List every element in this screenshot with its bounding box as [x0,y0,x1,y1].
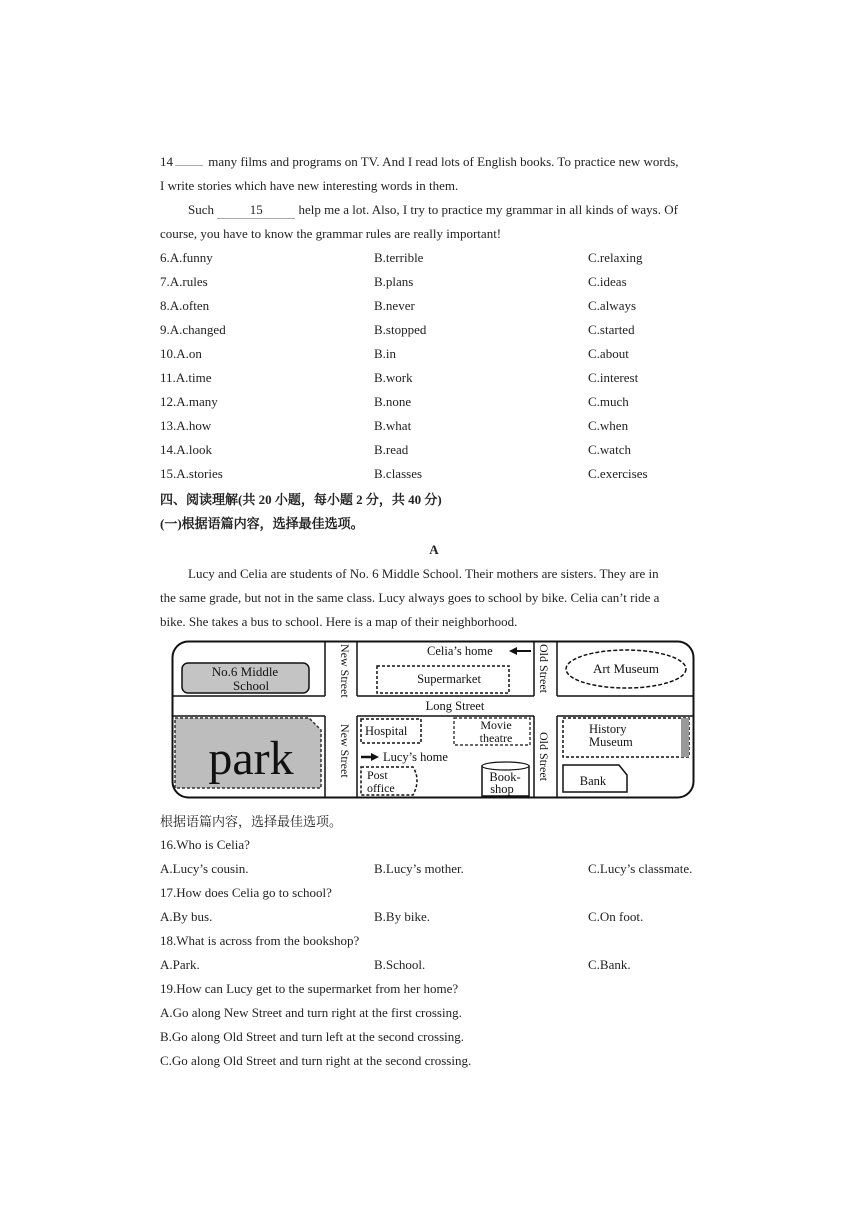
celia-home-label: Celia’s home [427,644,493,658]
passage-line: the same grade, but not in the same class. Lucy always goes to school by bike. Celia can’t ride a [160,590,660,605]
theatre-label: theatre [479,731,513,745]
section-title: 四、阅读理解(共 20 小题，每小题 2 分，共 40 分) [160,492,442,507]
option-b: B.By bike. [374,909,430,924]
art-museum-label: Art Museum [592,661,660,676]
option-a: A.Lucy’s cousin. [160,861,249,876]
office-label: office [367,781,395,795]
long-street-label: Long Street [425,699,485,713]
option-b: B.work [374,370,413,385]
option-b: B.classes [374,466,423,481]
question-19: 19.How can Lucy get to the supermarket from her home? [160,981,459,996]
option-a: 13.A.how [160,418,212,433]
question: 17.How does Celia go to school? [160,885,332,900]
option-b: B.terrible [374,250,424,265]
passage-line: course, you have to know the grammar rules are really important! [160,226,502,241]
new-street-label: New Street [338,724,352,778]
question: 18.What is across from the bookshop? [160,933,360,948]
new-street-label: New Street [338,644,352,698]
passage-text: help me a lot. Also, I try to practice my grammar in all kinds of ways. Of [298,202,678,217]
option-c: C.much [588,394,629,409]
option-a: 14.A.look [160,442,212,457]
supermarket-label: Supermarket [417,672,481,686]
school-label-2: School [232,678,270,693]
option-a: 15.A.stories [160,466,223,481]
option-a: 12.A.many [160,394,218,409]
option-b: B.Lucy’s mother. [374,861,464,876]
old-street-label: Old Street [537,732,551,781]
option-a: 11.A.time [160,370,212,385]
subsection-title: (一)根据语篇内容，选择最佳选项。 [160,516,364,531]
passage-line [160,154,679,170]
option-c: C.ideas [588,274,627,289]
answer-blank: 15 [217,202,295,219]
option-a: A.By bus. [160,909,213,924]
option-c: C.exercises [588,466,648,481]
option-a: A.Park. [160,957,200,972]
option-c: C.always [588,298,637,313]
option-c: C.Lucy’s classmate. [588,861,693,876]
option-b: B.what [374,418,412,433]
old-street-label: Old Street [537,644,551,693]
option-b: B.Go along Old Street and turn left at the second crossing. [160,1029,464,1044]
passage-text: Such [188,202,214,217]
option-c: C.when [588,418,629,433]
option-b: B.read [374,442,409,457]
bank-label: Bank [579,774,607,788]
passage-line: Lucy and Celia are students of No. 6 Middle School. Their mothers are sisters. They are in [188,566,659,581]
option-b: B.never [374,298,415,313]
book-label: Book- [489,770,521,784]
option-c: C.interest [588,370,639,385]
museum-label: Museum [589,735,633,749]
option-c: C.started [588,322,635,337]
hospital-label: Hospital [365,724,408,738]
park-label: park [208,732,294,785]
blank-number: 14 [160,154,173,169]
option-c: C.about [588,346,629,361]
option-a: 8.A.often [160,298,210,313]
passage-line: I write stories which have new interesting words in them. [160,178,459,193]
movie-label: Movie [480,718,512,732]
option-b: B.School. [374,957,426,972]
option-b: B.none [374,394,412,409]
passage-label: A [429,542,439,557]
school-label: No.6 Middle [211,664,279,679]
option-b: B.in [374,346,397,361]
option-a: A.Go along New Street and turn right at the first crossing. [160,1005,462,1020]
option-c: C.Bank. [588,957,631,972]
shop-label: shop [490,782,514,796]
option-c: C.relaxing [588,250,643,265]
option-a: 7.A.rules [160,274,208,289]
passage-line: bike. She takes a bus to school. Here is a map of their neighborhood. [160,614,518,629]
history-label: History [589,722,627,736]
option-b: B.plans [374,274,414,289]
neighborhood-map [171,640,695,799]
answer-blank [175,165,203,166]
option-c: C.On foot. [588,909,644,924]
question: 16.Who is Celia? [160,837,250,852]
option-a: 9.A.changed [160,322,226,337]
lucy-home-label: Lucy’s home [383,750,448,764]
option-c: C.watch [588,442,631,457]
passage-text: many films and programs on TV. And I read lots of English books. To practice new words, [208,154,679,169]
option-a: 6.A.funny [160,250,213,265]
passage-line [188,202,678,219]
map-instruction: 根据语篇内容，选择最佳选项。 [160,814,343,829]
option-b: B.stopped [374,322,427,337]
post-label: Post [367,768,388,782]
option-c: C.Go along Old Street and turn right at the second crossing. [160,1053,472,1068]
option-a: 10.A.on [160,346,202,361]
